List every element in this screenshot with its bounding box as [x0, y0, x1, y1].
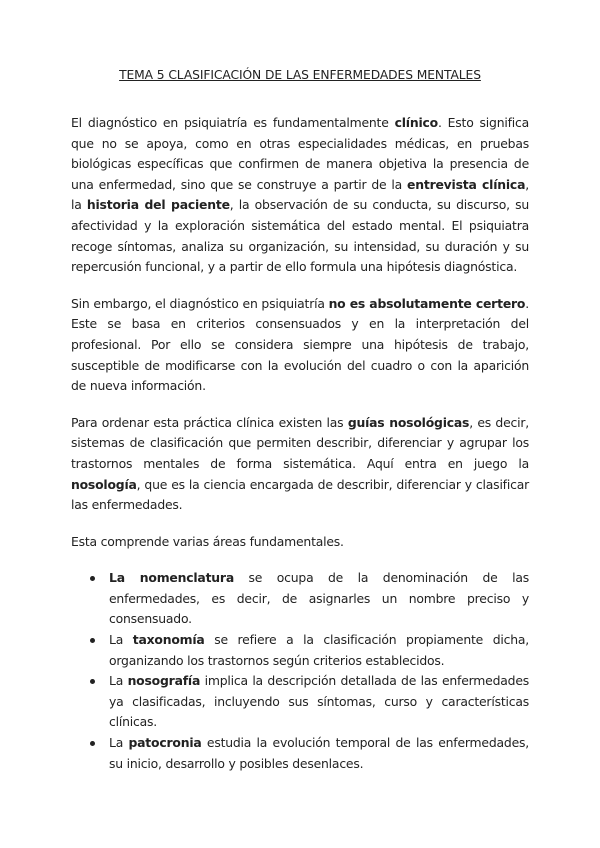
bullet-icon — [90, 679, 95, 684]
paragraph-nosology — [71, 413, 529, 516]
list-item — [109, 733, 529, 774]
bold-term: historia del paciente — [86, 197, 230, 213]
text-run: , es decir, sistemas de clasificación que permiten describir, diferenciar y agrupar los trastornos mentales de forma sistemática. Aquí entra en juego la — [71, 414, 529, 471]
areas-list — [71, 568, 529, 774]
paragraph-diagnosis — [71, 113, 529, 278]
list-item — [109, 671, 529, 733]
text-run: . Esto significa que no se apoya, como en otras especialidades médicas, en pruebas biológicas específicas que confirmen de manera objetiva la presencia de una enfermedad, sino que se construye a partir de la — [71, 115, 530, 192]
text-run: Sin embargo, el diagnóstico en psiquiatría — [71, 295, 329, 311]
paragraph-certainty — [71, 294, 529, 397]
text-run: La — [109, 632, 133, 648]
bold-term: La nomenclatura — [109, 570, 235, 586]
text-run: Para ordenar esta práctica clínica existen las — [71, 414, 348, 430]
text-run: , la observación de su conducta, su discurso, su afectividad y la exploración sistemática del estado mental. El psiquiatra recoge síntomas, analiza su organización, su intensidad, su duración y su repercusión funcional, y a partir de ello formula una hipótesis diagnóstica. — [71, 197, 529, 275]
list-item — [109, 568, 529, 630]
document-title: TEMA 5 CLASIFICACIÓN DE LAS ENFERMEDADES MENTALES — [119, 68, 481, 82]
bold-term: entrevista clínica — [407, 176, 526, 192]
text-run: implica la descripción detallada de las enfermedades ya clasificadas, incluyendo sus síntomas, curso y características clínicas. — [109, 673, 529, 730]
bold-term: taxonomía — [132, 632, 205, 648]
bullet-icon — [90, 741, 95, 746]
bold-term: patocronia — [128, 735, 202, 751]
text-run: . Este se basa en criterios consensuados y en la interpretación del profesional. Por ello se considera siempre una hipótesis de trabajo, susceptible de modificarse con la evolución del cuadro o con la aparición de nueva información. — [71, 295, 529, 394]
bold-term: clínico — [394, 115, 438, 130]
bold-term: nosografía — [127, 673, 201, 689]
text-run: La — [109, 735, 129, 751]
text-run: se refiere a la clasificación propiamente dicha, organizando los trastornos según criterios establecidos. — [109, 632, 529, 668]
text-run: , la — [71, 176, 529, 213]
text-run: , que es la ciencia encargada de describir, diferenciar y clasificar las enfermedades. — [71, 476, 529, 513]
text-run: La — [109, 673, 128, 689]
bold-term: nosología — [71, 476, 137, 492]
bold-term: no es absolutamente certero — [328, 295, 526, 311]
list-item — [109, 630, 529, 671]
text-run: se ocupa de la denominación de las enfermedades, es decir, de asignarles un nombre preciso y consensuado. — [109, 570, 529, 627]
bullet-icon — [90, 638, 95, 643]
bullet-icon — [90, 576, 95, 581]
text-run: estudia la evolución temporal de las enfermedades, su inicio, desarrollo y posibles desenlaces. — [109, 735, 529, 771]
paragraph-areas-intro: Esta comprende varias áreas fundamentales. — [71, 533, 344, 549]
bold-term: guías nosológicas — [347, 414, 470, 430]
text-run: El diagnóstico en psiquiatría es fundamentalmente — [71, 115, 395, 130]
